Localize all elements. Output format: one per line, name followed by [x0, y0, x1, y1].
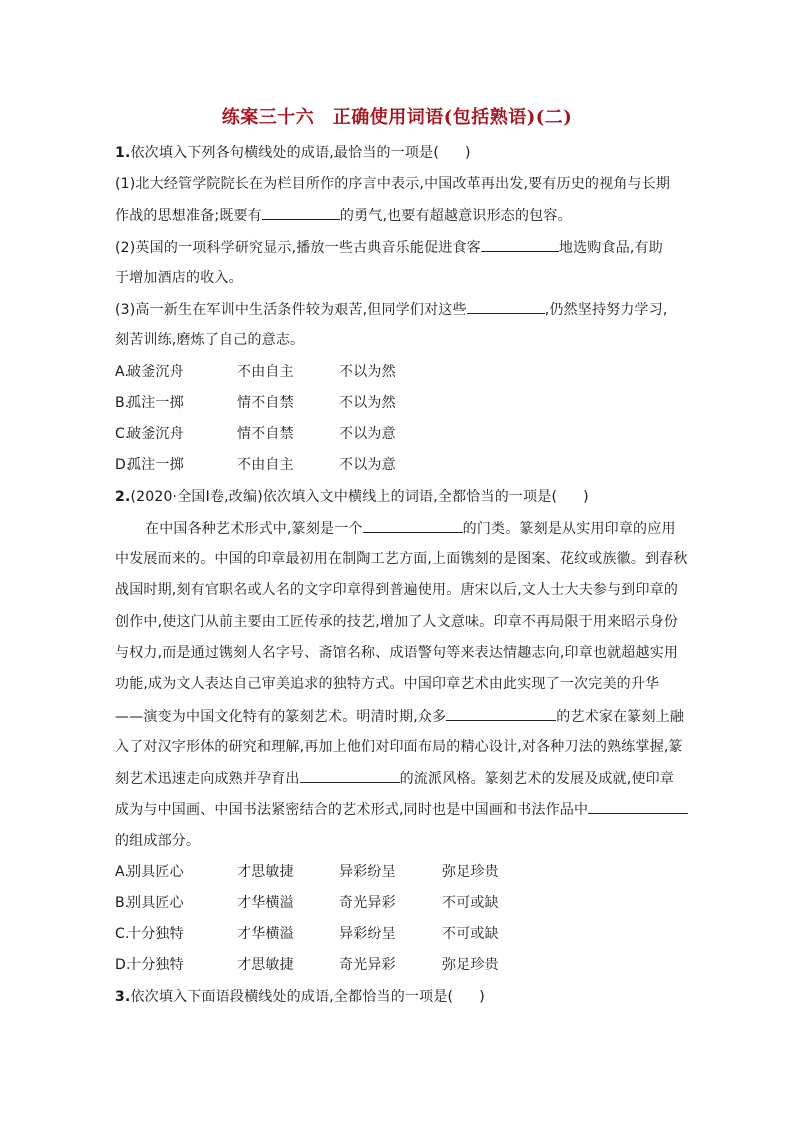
q1-s2-line1	[115, 237, 663, 258]
q2-p-line8: 入了对汉字形体的研究和理解,再加上他们对印面布局的精心设计,对各种刀法的熟练掌握,篆	[115, 739, 683, 755]
q2-p-line1	[145, 518, 676, 539]
q2-stem	[115, 487, 589, 507]
option-letter: D.	[115, 457, 131, 473]
option-choice: 不可或缺	[442, 926, 499, 942]
option-choice: 弥足珍贵	[442, 957, 499, 973]
answer-blank[interactable]	[262, 205, 340, 220]
option-choice: 十分独特	[127, 926, 184, 942]
q1-stem	[115, 143, 471, 163]
q2-p-line2: 中发展而来的。中国的印章最初用在制陶工艺方面,上面镌刻的是图案、花纹或族徽。到春秋	[115, 551, 688, 567]
q2-p-line11: 的组成部分。	[115, 833, 201, 849]
option-choice: 才思敏捷	[237, 864, 294, 880]
q1-option-a[interactable]	[115, 362, 515, 382]
option-choice: 弥足珍贵	[442, 864, 499, 880]
q2-option-a[interactable]	[115, 862, 535, 882]
q1-s1-text-before: 作战的思想准备;既要有	[115, 208, 262, 224]
option-choice: 十分独特	[127, 957, 184, 973]
option-letter: B.	[115, 895, 130, 911]
answer-blank[interactable]	[300, 768, 400, 783]
q2-option-c[interactable]	[115, 924, 535, 944]
q1-s3-line2: 刻苦训练,磨炼了自己的意志。	[115, 332, 305, 348]
q1-stem-close: )	[464, 145, 471, 161]
option-choice: 不可或缺	[442, 895, 499, 911]
option-choice: 不以为意	[339, 457, 396, 473]
option-letter: C.	[115, 426, 130, 442]
option-choice: 不以为然	[339, 364, 396, 380]
q3-stem-close: )	[479, 989, 485, 1005]
option-choice: 奇光异彩	[339, 895, 396, 911]
option-choice: 不由自主	[237, 457, 294, 473]
option-choice: 异彩纷呈	[339, 864, 396, 880]
q2-text: 的艺术家在篆刻上融	[556, 709, 685, 725]
option-letter: C.	[115, 926, 130, 942]
q1-s2-line2: 于增加酒店的收入。	[115, 270, 243, 286]
q1-option-d[interactable]	[115, 455, 515, 475]
q2-p-line3: 战国时期,刻有官职名或人名的文字印章得到普遍使用。唐宋以后,文人士大夫参与到印章的	[115, 582, 679, 598]
q2-number: 2.	[115, 489, 131, 505]
q2-text: 的门类。篆刻是从实用印章的应用	[462, 521, 676, 537]
q2-text: 在中国各种艺术形式中,篆刻是一个	[145, 521, 363, 537]
option-choice: 才思敏捷	[237, 957, 294, 973]
option-letter: B.	[115, 395, 130, 411]
q1-s3-text-before: (3)高一新生在军训中生活条件较为艰苦,但同学们对这些	[115, 302, 467, 318]
option-choice: 情不自禁	[237, 426, 294, 442]
option-choice: 不由自主	[237, 364, 294, 380]
option-choice: 孤注一掷	[127, 395, 184, 411]
q1-s2-text-after: 地选购食品,有助	[558, 240, 663, 256]
answer-blank[interactable]	[363, 518, 463, 533]
q1-option-c[interactable]	[115, 424, 515, 444]
q1-s1-line1: (1)北大经管学院院长在为栏目所作的序言中表示,中国改革再出发,要有历史的视角与长期	[115, 176, 671, 192]
option-choice: 不以为意	[339, 426, 396, 442]
q2-text: 成为与中国画、中国书法紧密结合的艺术形式,同时也是中国画和书法作品中	[115, 802, 589, 818]
option-choice: 孤注一掷	[127, 457, 184, 473]
q2-stem-text: (2020·全国Ⅰ卷,改编)依次填入文中横线上的词语,全都恰当的一项是(	[130, 489, 558, 505]
q2-p-line9	[115, 768, 674, 789]
q1-option-b[interactable]	[115, 393, 515, 413]
answer-blank[interactable]	[481, 237, 559, 252]
q3-stem-text: 依次填入下面语段横线处的成语,全都恰当的一项是(	[130, 989, 454, 1005]
q1-s3-line1	[115, 299, 668, 320]
option-choice: 异彩纷呈	[339, 926, 396, 942]
q2-p-line7	[115, 706, 684, 727]
q1-s2-text-before: (2)英国的一项科学研究显示,播放一些古典音乐能促进食客	[115, 240, 481, 256]
q2-p-line5: 与权力,而是通过镌刻人名字号、斋馆名称、成语警句等来表达情趣志向,印章也就超越实用	[115, 645, 679, 661]
q1-s3-text-after: ,仍然坚持努力学习,	[544, 302, 668, 318]
option-choice: 别具匠心	[127, 895, 184, 911]
option-choice: 破釜沉舟	[127, 364, 184, 380]
option-choice: 才华横溢	[237, 926, 294, 942]
option-letter: A.	[115, 364, 130, 380]
answer-blank[interactable]	[588, 799, 688, 814]
option-choice: 别具匠心	[127, 864, 184, 880]
q2-option-d[interactable]	[115, 955, 535, 975]
option-choice: 奇光异彩	[339, 957, 396, 973]
answer-blank[interactable]	[446, 706, 556, 721]
q2-p-line10	[115, 799, 688, 820]
option-choice: 不以为然	[339, 395, 396, 411]
answer-blank[interactable]	[467, 299, 545, 314]
option-letter: D.	[115, 957, 131, 973]
q1-number: 1.	[115, 145, 131, 161]
q2-stem-close: )	[583, 489, 589, 505]
q2-text: 刻艺术迅速走向成熟并孕育出	[115, 771, 300, 787]
option-choice: 破釜沉舟	[127, 426, 184, 442]
q1-stem-text: 依次填入下列各句横线处的成语,最恰当的一项是(	[130, 145, 439, 161]
page-title: 练案三十六 正确使用词语(包括熟语)(二)	[221, 107, 573, 128]
q1-s1-text-after: 的勇气,也要有超越意识形态的包容。	[339, 208, 572, 224]
q2-text: 的流派风格。篆刻艺术的发展及成就,使印章	[399, 771, 675, 787]
q1-s1-line2	[115, 205, 572, 226]
q3-number: 3.	[115, 989, 131, 1005]
q2-option-b[interactable]	[115, 893, 535, 913]
q2-p-line6: 功能,成为文人表达自己审美追求的独特方式。中国印章艺术由此实现了一次完美的升华	[115, 676, 660, 692]
q2-text: ——演变为中国文化特有的篆刻艺术。明清时期,众多	[115, 709, 447, 725]
q2-p-line4: 创作中,使这门从前主要由工匠传承的技艺,增加了人文意味。印章不再局限于用来昭示身份	[115, 614, 679, 630]
option-letter: A.	[115, 864, 130, 880]
option-choice: 才华横溢	[237, 895, 294, 911]
option-choice: 情不自禁	[237, 395, 294, 411]
q3-stem	[115, 987, 485, 1007]
